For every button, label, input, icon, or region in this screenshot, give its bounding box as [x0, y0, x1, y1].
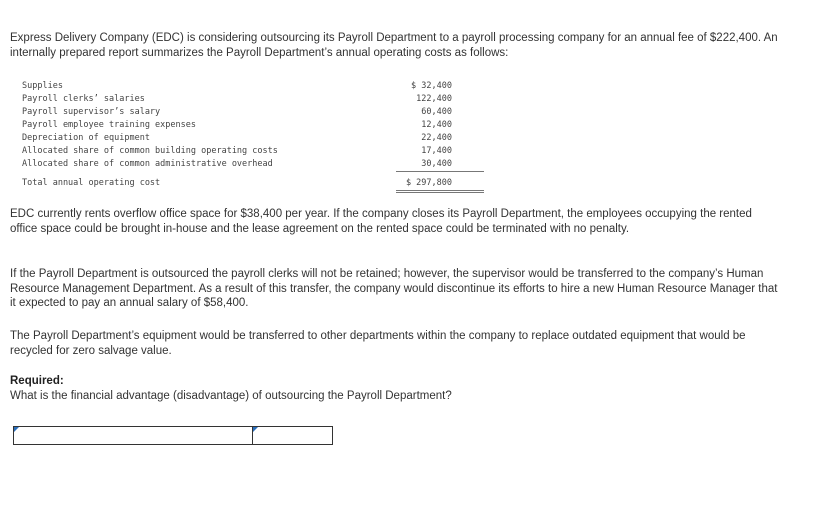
- total-double-rule: [396, 192, 484, 193]
- table-row: [22, 132, 466, 145]
- cell-marker-icon: [14, 427, 19, 432]
- row-value: 60,400: [421, 107, 452, 117]
- row-value: 30,400: [421, 159, 452, 169]
- table-row: [22, 106, 466, 119]
- row-value: 17,400: [421, 146, 452, 156]
- table-row: [22, 145, 466, 158]
- total-double-rule: [396, 190, 484, 191]
- row-label: Supplies: [22, 81, 63, 91]
- problem-intro: Express Delivery Company (EDC) is considering outsourcing its Payroll Department to a payroll processing company for an annual fee of $222,400. An internally prepared report summarizes the Payroll Department’s annual operating costs as follows:: [10, 32, 778, 59]
- table-row: [22, 119, 466, 132]
- required-question: What is the financial advantage (disadvantage) of outsourcing the Payroll Department?: [10, 390, 452, 402]
- answer-value-cell[interactable]: [253, 427, 332, 444]
- operating-cost-table: [22, 80, 466, 188]
- row-label: Payroll clerks’ salaries: [22, 94, 145, 104]
- row-label: Allocated share of common building operating costs: [22, 146, 278, 156]
- table-row: [22, 93, 466, 106]
- row-label: Payroll employee training expenses: [22, 120, 196, 130]
- answer-table: [13, 426, 333, 445]
- required-heading: Required:: [10, 375, 64, 387]
- answer-label-cell[interactable]: [14, 427, 253, 444]
- rent-paragraph: EDC currently rents overflow office space for $38,400 per year. If the company closes its Payroll Department, the employees occupying the rented office space could be brought in-house and the lease agreement on the rented space could be terminated with no penalty.: [10, 208, 752, 235]
- table-row: [22, 80, 466, 93]
- row-value: 22,400: [421, 133, 452, 143]
- equipment-paragraph: The Payroll Department’s equipment would be transferred to other departments within the company to replace outdated equipment that would be recycled for zero salvage value.: [10, 330, 746, 357]
- total-value: $ 297,800: [405, 178, 452, 188]
- row-value: 12,400: [421, 120, 452, 130]
- row-value: $ 32,400: [411, 81, 452, 91]
- cell-marker-icon: [253, 427, 258, 432]
- row-label: Depreciation of equipment: [22, 133, 150, 143]
- table-row: [22, 158, 466, 171]
- answer-label-input[interactable]: [14, 429, 252, 446]
- subtotal-rule: [396, 171, 484, 172]
- supervisor-paragraph: If the Payroll Department is outsourced the payroll clerks will not be retained; however, the supervisor would be transferred to the company’s Human Resource Management Department. As a result of this transfer, the company would discontinue its efforts to hire a new Human Resource Manager that it expected to pay an annual salary of $58,400.: [10, 268, 778, 309]
- row-label: Payroll supervisor’s salary: [22, 107, 161, 117]
- row-label: Allocated share of common administrative overhead: [22, 159, 273, 169]
- answer-amount-input[interactable]: [253, 429, 332, 446]
- total-row: [22, 176, 466, 190]
- total-label: Total annual operating cost: [22, 178, 161, 188]
- row-value: 122,400: [416, 94, 452, 104]
